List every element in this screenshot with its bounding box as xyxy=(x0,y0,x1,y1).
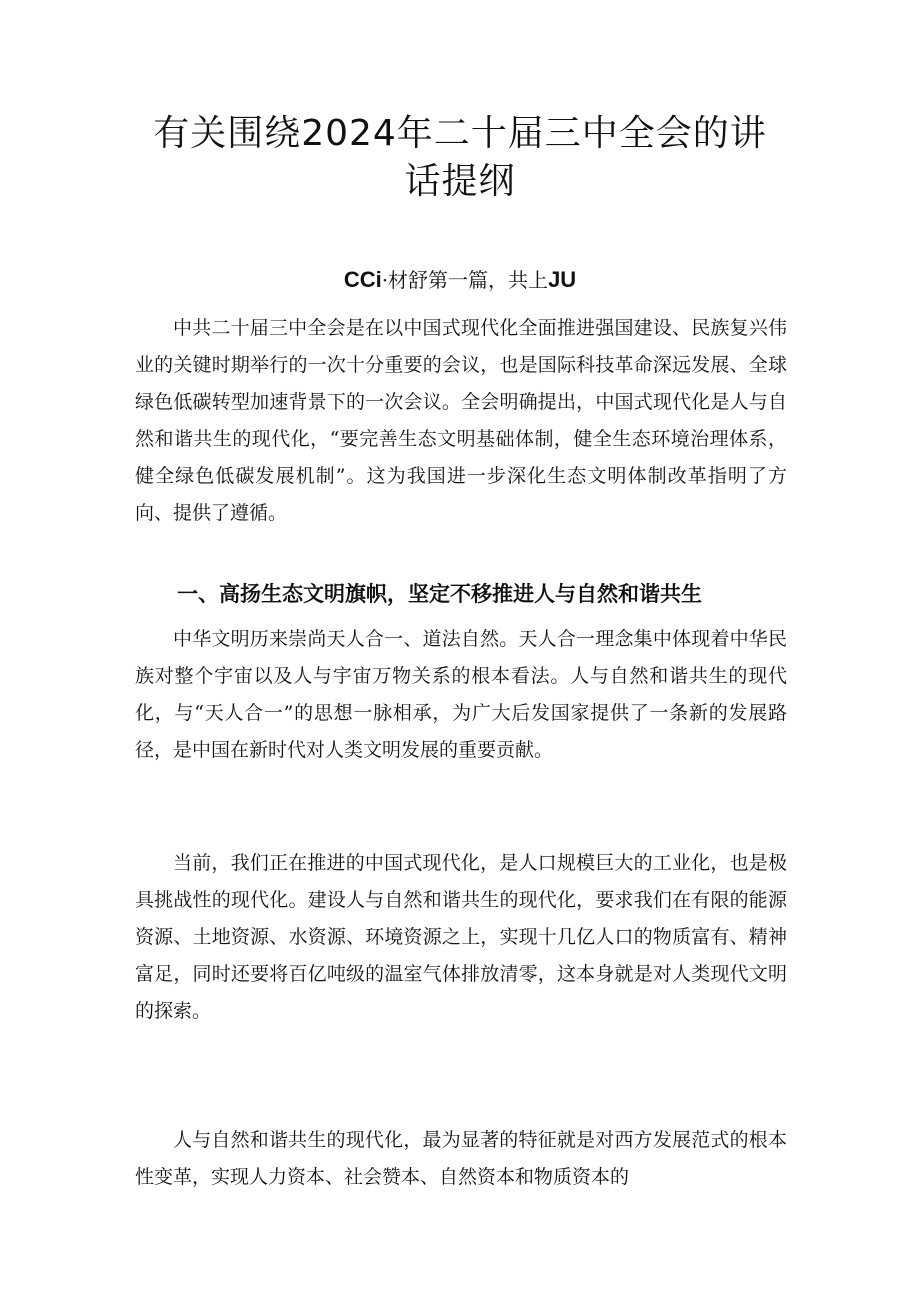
document-title: 有关围绕2024年二十届三中全会的讲话提纲 xyxy=(153,113,767,202)
document-subtitle xyxy=(0,266,920,294)
section-paragraph-1: 中华文明历来崇尚天人合一、道法自然。天人合一理念集中体现着中华民族对整个宇宙以及人与宇宙万物关系的根本看法。人与自然和谐共生的现代化，与“天人合一”的思想一脉相承，为广大后发国家提供了一条新的发展路径，是中国在新时代对人类文明发展的重要贡献。 xyxy=(135,628,787,761)
subtitle-latin-b: JU xyxy=(548,267,577,292)
section-heading: 一、高扬生态文明旗帜，坚定不移推进人与自然和谐共生 xyxy=(177,582,702,606)
subtitle-latin-a: CCi xyxy=(343,267,382,292)
intro-paragraph: 中共二十届三中全会是在以中国式现代化全面推进强国建设、民族复兴伟业的关键时期举行的一次十分重要的会议，也是国际科技革命深远发展、全球绿色低碳转型加速背景下的一次会议。全会明确提出，中国式现代化是人与自然和谐共生的现代化，“要完善生态文明基础体制，健全生态环境治理体系，健全绿色低碳发展机制”。这为我国进一步深化生态文明体制改革指明了方向、提供了遵循。 xyxy=(135,317,787,524)
section-paragraph-2: 当前，我们正在推进的中国式现代化，是人口规模巨大的工业化，也是极具挑战性的现代化。建设人与自然和谐共生的现代化，要求我们在有限的能源资源、土地资源、水资源、环境资源之上，实现十几亿人口的物质富有、精神富足，同时还要将百亿吨级的温室气体排放清零，这本身就是对人类现代文明的探索。 xyxy=(135,852,787,1022)
subtitle-mid: ·材舒第一篇，共上 xyxy=(381,268,549,292)
section-paragraph-3: 人与自然和谐共生的现代化，最为显著的特征就是对西方发展范式的根本性变革，实现人力资本、社会赞本、自然资本和物质资本的 xyxy=(135,1129,787,1188)
